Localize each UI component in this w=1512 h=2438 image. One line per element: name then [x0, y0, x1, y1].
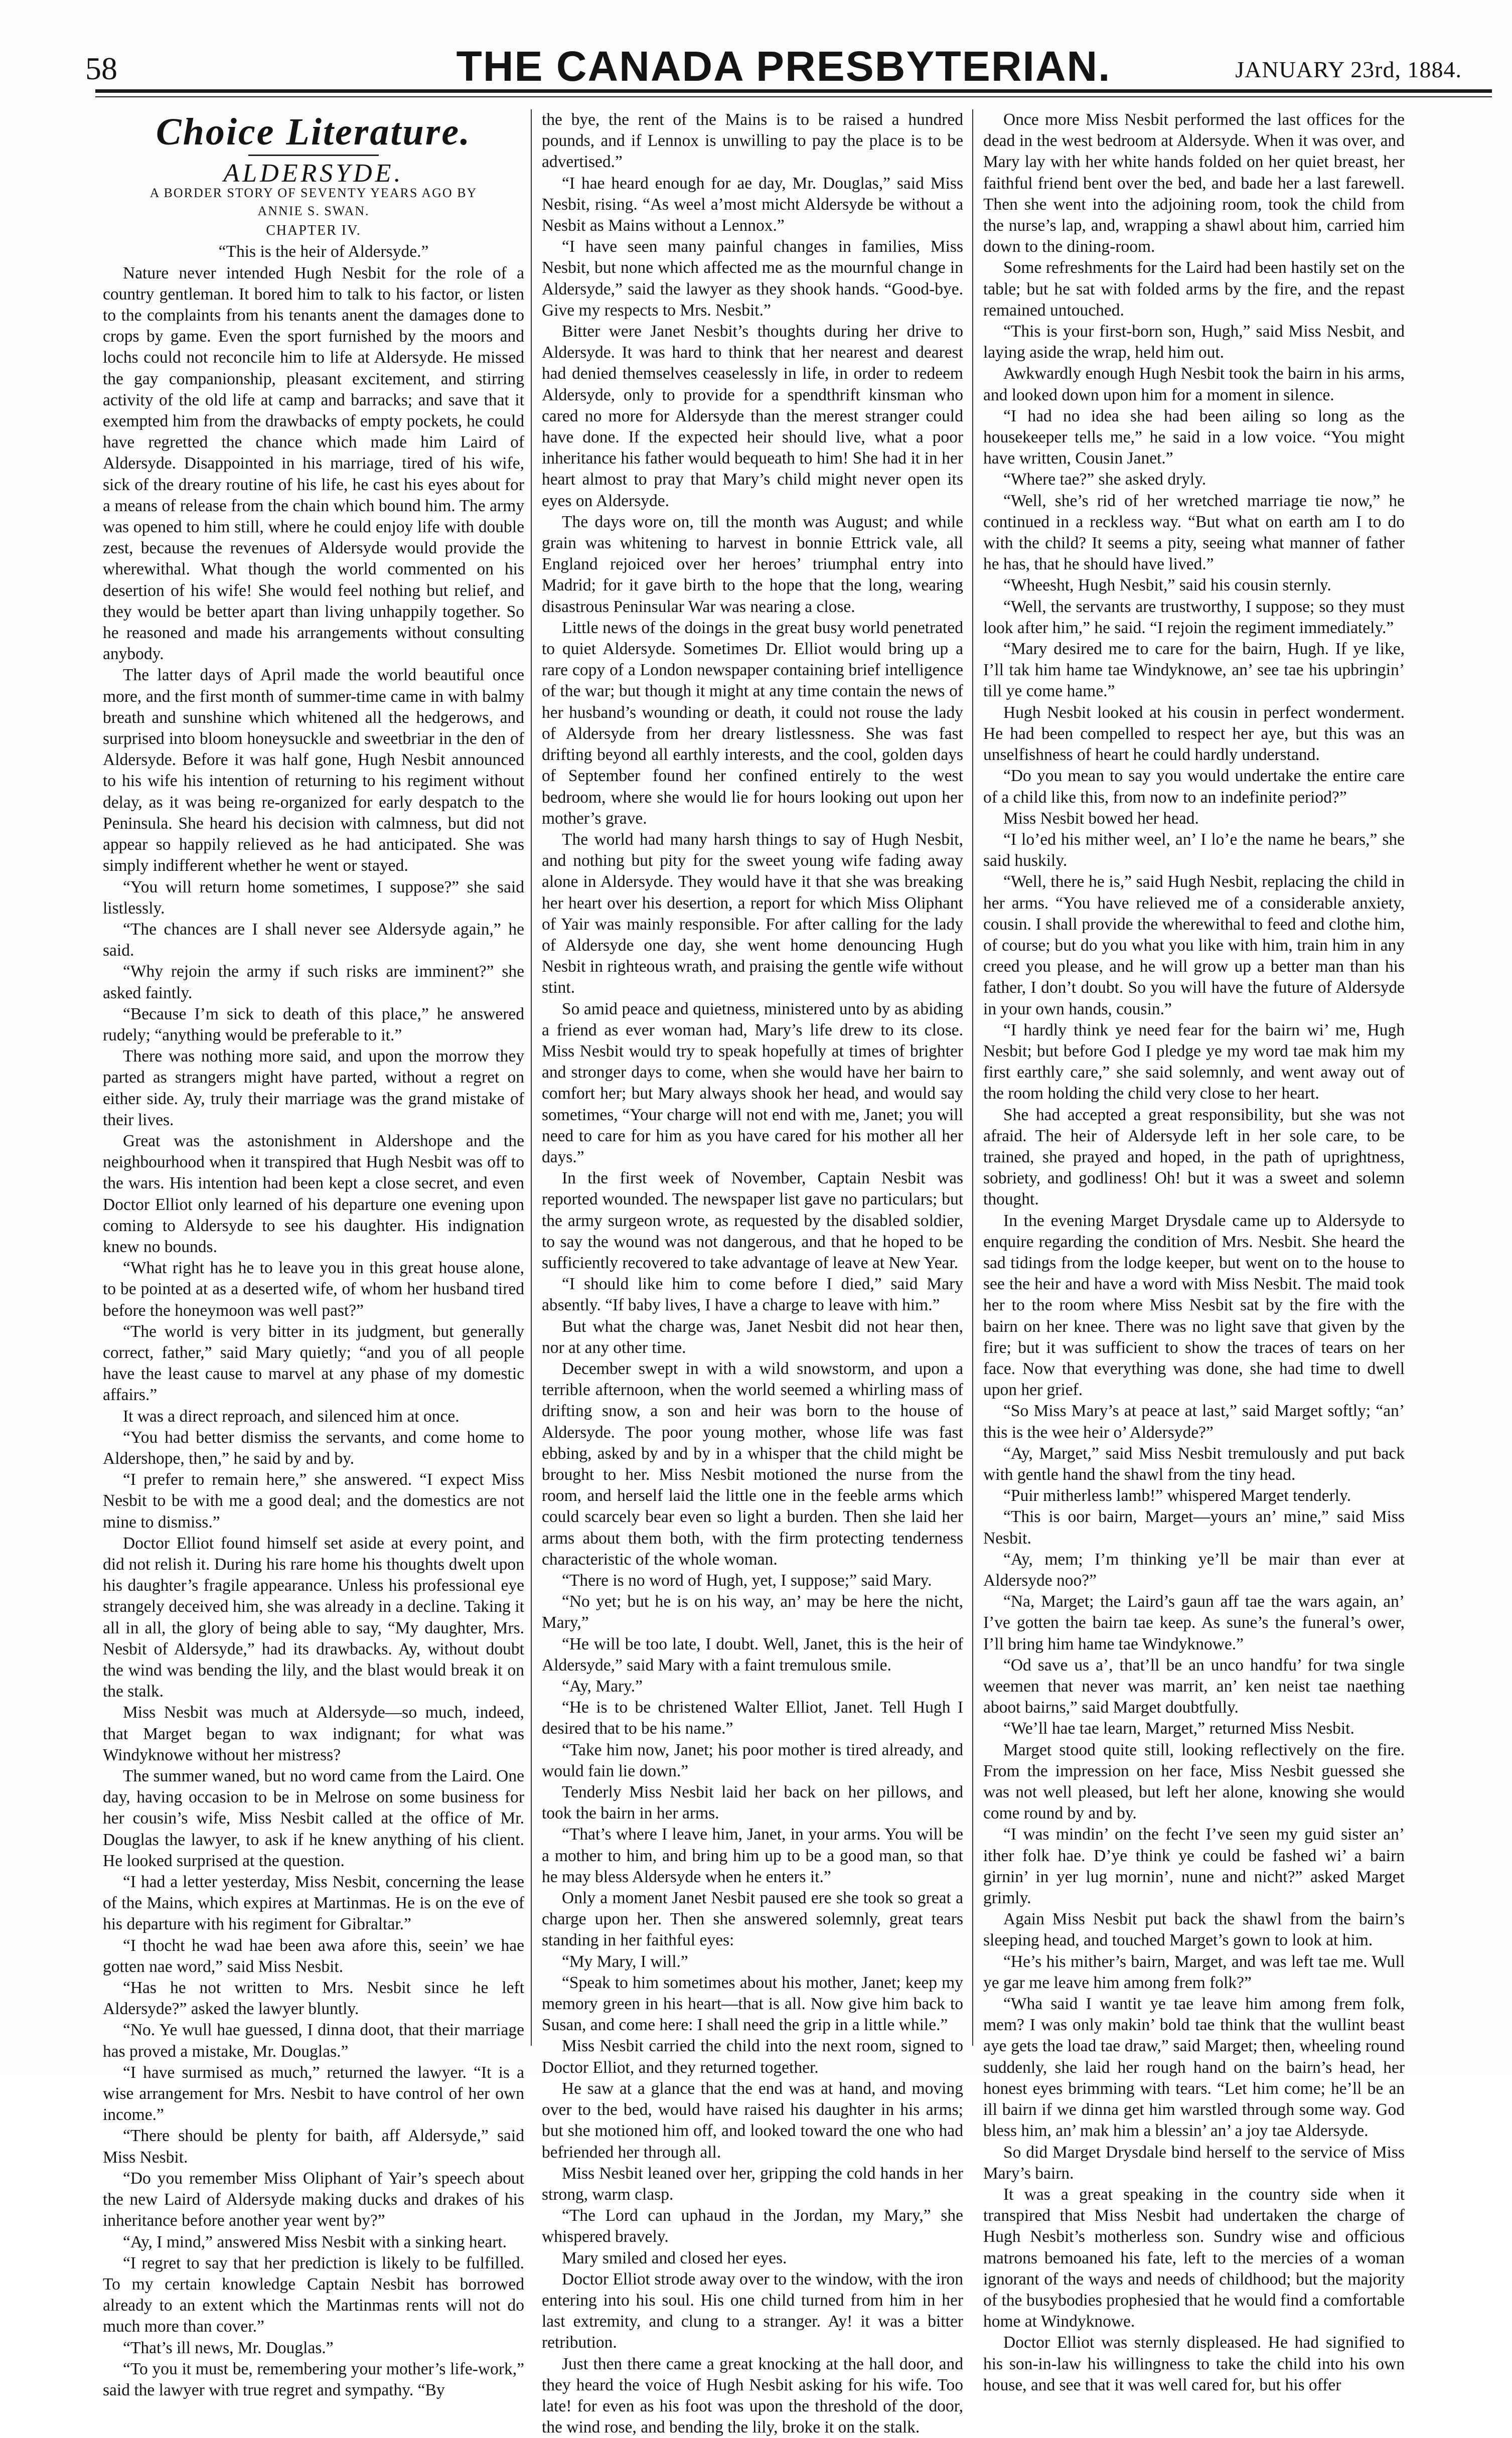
paragraph: “He will be too late, I doubt. Well, Janet, this is the heir of Aldersyde,” said Mary with a faint tremulous smile. — [542, 1634, 963, 1674]
column-1-text — [103, 241, 524, 2401]
paragraph: “Where tae?” she asked dryly. — [1003, 470, 1206, 489]
paragraph: “That’s where I leave him, Janet, in your arms. You will be a mother to him, and bring him up to be a good man, so that he may bless Aldersyde when he enters it.” — [542, 1825, 963, 1886]
header-rule-thin — [95, 96, 1492, 97]
column-3 — [983, 109, 1405, 2394]
paragraph: “My Mary, I will.” — [562, 1952, 688, 1971]
paragraph: “This is oor bairn, Marget—yours an’ mine,” said Miss Nesbit. — [983, 1507, 1405, 1548]
paragraph: Hugh Nesbit looked at his cousin in perfect wonderment. He had been compelled to respect her aye, but this was an unselfishness of heart he could hardly understand. — [983, 703, 1405, 765]
column-2 — [542, 109, 963, 2437]
chapter-heading: CHAPTER IV. — [266, 223, 361, 239]
paragraph: “Wheesht, Hugh Nesbit,” said his cousin sternly. — [1003, 576, 1331, 595]
paragraph: Again Miss Nesbit put back the shawl from the bairn’s sleeping head, and touched Marget’s gown to look at him. — [983, 1910, 1405, 1950]
paragraph: “I thocht he wad hae been awa afore this, seein’ we hae gotten nae word,” said Miss Nesbit. — [103, 1936, 524, 1976]
paragraph: Bitter were Janet Nesbit’s thoughts during her drive to Aldersyde. It was hard to think that her nearest and dearest had denied themselves ceaselessly in life, in order to redeem Aldersyde, only to provide for a spendthrift kinsman who cared no more for Aldersyde than the merest stranger could have done. If the expected heir should live, what a poor inheritance his father would bequeath to him! She had it in her heart almost to pray that Mary’s child might never open its eyes on Aldersyde. — [542, 322, 963, 510]
paragraph: “Mary desired me to care for the bairn, Hugh. If ye like, I’ll tak him hame tae Windyknowe, an’ see tae his upbringin’ till ye come hame.” — [983, 640, 1405, 701]
paragraph: In the evening Marget Drysdale came up to Aldersyde to enquire regarding the condition of Mrs. Nesbit. She heard the sad tidings from the lodge keeper, but went on to the house to see the heir and have a word with Miss Nesbit. The maid took her to the room where Miss Nesbit sat by the fire with the bairn on her knee. There was no light save that given by the fire; but it was sufficient to show the traces of tears on her face. Now that everything was done, she had time to dwell upon her grief. — [983, 1211, 1405, 1400]
paragraph: the bye, the rent of the Mains is to be raised a hundred pounds, and if Lennox is unwilling to pay the place is to be advertised.” — [542, 110, 963, 172]
page-header — [85, 39, 1482, 94]
paragraph: “Na, Marget; the Laird’s gaun aff tae the wars again, an’ I’ve gotten the bairn tae keep. As sune’s the funeral’s ower, I’ll bring him hame tae Windyknowe.” — [983, 1592, 1405, 1653]
paragraph: “I have surmised as much,” returned the lawyer. “It is a wise arrangement for Mrs. Nesbit to have control of her own income.” — [103, 2063, 524, 2124]
paragraph: Miss Nesbit was much at Aldersyde—so much, indeed, that Marget began to wax indignant; for what was Windyknowe without her mistress? — [103, 1703, 524, 1764]
paragraph: “What right has he to leave you in this great house alone, to be pointed at as a deserted wife, of whom her husband tired before the honeymoon was well past?” — [103, 1259, 524, 1320]
paragraph: “I had no idea she had been ailing so long as the housekeeper tells me,” he said in a low voice. “You might have written, Cousin Janet.” — [983, 406, 1405, 468]
paragraph: “Because I’m sick to death of this place,” he answered rudely; “anything would be preferable to it.” — [103, 1004, 524, 1044]
paragraph: Only a moment Janet Nesbit paused ere she took so great a charge upon her. Then she answered solemnly, great tears standing in her faithful eyes: — [542, 1889, 963, 1950]
header-rule-thick — [95, 89, 1492, 93]
paragraph: So amid peace and quietness, ministered unto by as abiding a friend as ever woman had, Mary’s life drew to its close. Miss Nesbit would try to speak hopefully at times of brighter and stronger days to come, when she would have her bairn to comfort her; but Mary always shook her head, and would say sometimes, “Your charge will not end with me, Janet; you will need to care for him as you have cared for his mother all her days.” — [542, 999, 963, 1166]
paragraph: “Well, the servants are trustworthy, I suppose; so they must look after him,” he said. “I rejoin the regiment immediately.” — [983, 597, 1405, 637]
paragraph: There was nothing more said, and upon the morrow they parted as strangers might have parted, without a regret on either side. Ay, truly their marriage was the grand mistake of their lives. — [103, 1047, 524, 1129]
paragraph: “To you it must be, remembering your mother’s life-work,” said the lawyer with true regret and sympathy. “By — [103, 2359, 524, 2399]
paragraph: “Ay, Marget,” said Miss Nesbit tremulously and put back with gentle hand the shawl from the tiny head. — [983, 1444, 1405, 1484]
column-divider — [531, 109, 532, 2046]
paragraph: “I was mindin’ on the fecht I’ve seen my guid sister an’ ither folk hae. D’ye think ye could be fashed wi’ a bairn girnin’ in yer lug mornin’, nune and nicht?” asked Marget grimly. — [983, 1825, 1405, 1908]
story-title: ALDERSYDE. — [223, 159, 404, 188]
story-author: ANNIE S. SWAN. — [257, 204, 370, 219]
paragraph: “Od save us a’, that’ll be an unco handfu’ for twa single weemen that never was marrit, an’ ken neist tae naething aboot bairns,” said Marget doubtfully. — [983, 1655, 1405, 1717]
paragraph: Some refreshments for the Laird had been hastily set on the table; but he sat with folded arms by the fire, and the repast remained untouched. — [983, 258, 1405, 320]
paragraph: “No. Ye wull hae guessed, I dinna doot, that their marriage has proved a mistake, Mr. Douglas.” — [103, 2021, 524, 2061]
paragraph: Great was the astonishment in Aldershope and the neighbourhood when it transpired that Hugh Nesbit was off to the wars. His intention had been kept a close secret, and even Doctor Elliot only learned of his departure one evening upon coming to Aldersyde to see his daughter. His indignation knew no bounds. — [103, 1131, 524, 1256]
paragraph: “You had better dismiss the servants, and come home to Aldershope, then,” he said by and by. — [103, 1428, 524, 1468]
paragraph: “Puir mitherless lamb!” whispered Marget tenderly. — [1003, 1486, 1351, 1505]
paragraph: “This is the heir of Aldersyde.” — [218, 242, 429, 261]
paragraph: In the first week of November, Captain Nesbit was reported wounded. The newspaper list gave no particulars; but the army surgeon wrote, as requested by the disabled soldier, to say the wound was not dangerous, and that he hoped to be sufficiently recovered to take advantage of leave at New Year. — [542, 1169, 963, 1272]
paragraph: “Ay, Mary.” — [562, 1677, 643, 1696]
paragraph: But what the charge was, Janet Nesbit did not hear then, nor at any other time. — [542, 1317, 963, 1357]
paragraph: “Why rejoin the army if such risks are imminent?” she asked faintly. — [103, 962, 524, 1002]
paragraph: Doctor Elliot strode away over to the window, with the iron entering into his soul. His one child turned from him in her last extremity, and clung to a stranger. Ay! it was a bitter retribution. — [542, 2269, 963, 2352]
paragraph: “Well, she’s rid of her wretched marriage tie now,” he continued in a reckless way. “But what on earth am I to do with the child? It seems a pity, seeing what manner of father he has, that he should have lived.” — [983, 491, 1405, 574]
paragraph: The world had many harsh things to say of Hugh Nesbit, and nothing but pity for the sweet young wife fading away alone in Aldersyde. They would have it that she was breaking her heart over his desertion, a report for which Miss Oliphant of Yair was mainly responsible. For after calling for the lady of Aldersyde one day, she went home denouncing Hugh Nesbit in righteous wrath, and praising the gentle wife without stint. — [542, 830, 963, 997]
column-1 — [103, 109, 524, 2399]
masthead: THE CANADA PRESBYTERIAN. — [456, 43, 1111, 90]
paragraph: He saw at a glance that the end was at hand, and moving over to the bed, would have raised his daughter in his arms; but she motioned him off, and looked toward the one who had befriended her through all. — [542, 2079, 963, 2162]
paragraph: “Ay, mem; I’m thinking ye’ll be mair than ever at Aldersyde noo?” — [983, 1550, 1405, 1590]
paragraph: “I have seen many painful changes in families, Miss Nesbit, but none which affected me as the mournful change in Aldersyde,” said the lawyer as they shook hands. “Good-bye. Give my respects to Mrs. Nesbit.” — [542, 237, 963, 320]
paragraph: Miss Nesbit carried the child into the next room, signed to Doctor Elliot, and they returned together. — [542, 2037, 963, 2077]
paragraph: Tenderly Miss Nesbit laid her back on her pillows, and took the bairn in her arms. — [542, 1783, 963, 1823]
paragraph: “I lo’ed his mither weel, an’ I lo’e the name he bears,” she said huskily. — [983, 830, 1405, 870]
paragraph: “So Miss Mary’s at peace at last,” said Marget softly; “an’ this is the wee heir o’ Aldersyde?” — [983, 1402, 1405, 1442]
column-3-text — [983, 109, 1405, 2396]
paragraph: The latter days of April made the world beautiful once more, and the first month of summer-time came in with balmy breath and sunshine which whitened all the hedgerows, and surprised into bloom honeysuckle and sweetbriar in the den of Aldersyde. Before it was half gone, Hugh Nesbit announced to his wife his intention of returning to his regiment without delay, as it was being re-organized for early despatch to the Peninsula. She heard his decision with calmness, but did not appear so happily relieved as he had anticipated. She was simply indifferent whether he went or stayed. — [103, 666, 524, 875]
paragraph: “Take him now, Janet; his poor mother is tired already, and would fain lie down.” — [542, 1740, 963, 1780]
paragraph: Miss Nesbit bowed her head. — [1003, 809, 1199, 828]
paragraph: Just then there came a great knocking at the hall door, and they heard the voice of Hugh Nesbit asking for his wife. Too late! for even as his foot was upon the threshold of the door, the wind rose, and bending the lily, broke it on the stalk. — [542, 2354, 963, 2437]
paragraph: It was a direct reproach, and silenced him at once. — [123, 1407, 460, 1426]
paragraph: Mary smiled and closed her eyes. — [562, 2248, 787, 2267]
paragraph: So did Marget Drysdale bind herself to the service of Miss Mary’s bairn. — [983, 2143, 1405, 2183]
section-heading: Choice Literature. — [156, 111, 472, 153]
column-2-text — [542, 109, 963, 2438]
paragraph: “He is to be christened Walter Elliot, Janet. Tell Hugh I desired that to be his name.” — [542, 1698, 963, 1738]
paragraph: “I had a letter yesterday, Miss Nesbit, concerning the lease of the Mains, which expires at Martinmas. He is on the eve of his departure with his regiment for Gibraltar.” — [103, 1873, 524, 1934]
paragraph: Marget stood quite still, looking reflectively on the fire. From the impression on her face, Miss Nesbit guessed she was not well pleased, but left her alone, knowing she would come round by and by. — [983, 1740, 1405, 1823]
paragraph: “There is no word of Hugh, yet, I suppose;” said Mary. — [562, 1571, 932, 1590]
paragraph: It was a great speaking in the country side when it transpired that Miss Nesbit had undertaken the charge of Hugh Nesbit’s motherless son. Sundry wise and officious matrons bemoaned his fate, left to the mercies of a woman ignorant of the ways and needs of childhood; but the majority of the busybodies prophesied that he would find a comfortable home at Windyknowe. — [983, 2185, 1405, 2331]
paragraph: “The chances are I shall never see Aldersyde again,” he said. — [103, 920, 524, 960]
paragraph: Awkwardly enough Hugh Nesbit took the bairn in his arms, and looked down upon him for a moment in silence. — [983, 364, 1405, 404]
paragraph: “No yet; but he is on his way, an’ may be here the nicht, Mary,” — [542, 1592, 963, 1632]
paragraph: Nature never intended Hugh Nesbit for the role of a country gentleman. It bored him to talk to his factor, or listen to the complaints from his tenants anent the damages done to crops by game. Even the sport furnished by the moors and lochs could not reconcile him to life at Aldersyde. He missed the gay companionship, pleasant excitement, and stirring activity of the old life at camp and barracks; and save that it exempted him from the drawbacks of empty pockets, he could have regretted the chance which made him Laird of Aldersyde. Disappointed in his marriage, tired of his wife, sick of the dreary routine of his life, he cast his eyes about for a means of release from the chain which bound him. The army was opened to him still, where he could enjoy life with double zest, because the revenues of Aldersyde would provide the wherewithal. What though the world commented on his desertion of his wife! She would feel nothing but relief, and they would be better apart than living unhappily together. So he reasoned and made his arrangements without consulting anybody. — [103, 263, 524, 664]
paragraph: “The world is very bitter in its judgment, but generally correct, father,” said Mary quietly; “and you of all people have the least cause to marvel at any phase of my domestic affairs.” — [103, 1322, 524, 1405]
column-divider — [972, 109, 973, 2046]
section-rule — [248, 155, 379, 156]
paragraph: “I should like him to come before I died,” said Mary absently. “If baby lives, I have a charge to leave with him.” — [542, 1275, 963, 1315]
paragraph: “Wha said I wantit ye tae leave him among frem folk, mem? I was only makin’ bold tae think that the wullint beast aye gets the load tae draw,” said Marget; then, wheeling round suddenly, she laid her rough hand on the bairn’s head, her honest eyes brimming with tears. “Let him come; he’ll be an ill bairn if we dinna get him warstled through some way. God bless him, an’ mak him a blessin’ an’ a joy tae Aldersyde. — [983, 1995, 1405, 2141]
paragraph: “I regret to say that her prediction is likely to be fulfilled. To my certain knowledge Captain Nesbit has borrowed already to an extent which the Martinmas rents will not do much more than cover.” — [103, 2253, 524, 2336]
paragraph: “He’s his mither’s bairn, Marget, and was left tae me. Wull ye gar me leave him among frem folk?” — [983, 1952, 1405, 1992]
paragraph: “I hardly think ye need fear for the bairn wi’ me, Hugh Nesbit; but before God I pledge ye my word tae mak him my first earthly care,” she said solemnly, and went away out of the room holding the child very close to her heart. — [983, 1020, 1405, 1103]
paragraph: “You will return home sometimes, I suppose?” she said listlessly. — [103, 877, 524, 918]
story-byline: A BORDER STORY OF SEVENTY YEARS AGO BY — [149, 186, 478, 201]
paragraph: “There should be plenty for baith, aff Aldersyde,” said Miss Nesbit. — [103, 2126, 524, 2167]
issue-date: JANUARY 23rd, 1884. — [1235, 57, 1462, 82]
paragraph: December swept in with a wild snowstorm, and upon a terrible afternoon, when the world seemed a whirling mass of drifting snow, a son and heir was born to the house of Aldersyde. The poor young mother, whose life was fast ebbing, asked by and by in a whisper that the child might be brought to her. Miss Nesbit motioned the nurse from the room, and herself laid the little one in the feeble arms which could scarcely bear even so light a burden. Then she laid her arms about them both, with the firm protecting tenderness characteristic of the whole woman. — [542, 1359, 963, 1569]
paragraph: She had accepted a great responsibility, but she was not afraid. The heir of Aldersyde left in her sole care, to be trained, she prayed and hoped, in the path of uprightness, sobriety, and godliness! Oh! but it was a sweet and solemn thought. — [983, 1105, 1405, 1209]
paragraph: “Do you remember Miss Oliphant of Yair’s speech about the new Laird of Aldersyde making ducks and drakes of his inheritance before another year went by?” — [103, 2169, 524, 2230]
paragraph: Doctor Elliot was sternly displeased. He had signified to his son-in-law his willingness to take the child into his own house, and see that it was well cared for, but his offer — [983, 2333, 1405, 2394]
page-number: 58 — [85, 51, 117, 86]
paragraph: “Ay, I mind,” answered Miss Nesbit with a sinking heart. — [123, 2232, 507, 2251]
paragraph: “Do you mean to say you would undertake the entire care of a child like this, from now to an indefinite period?” — [983, 767, 1405, 807]
paragraph: “The Lord can uphaud in the Jordan, my Mary,” she whispered bravely. — [542, 2206, 963, 2246]
paragraph: Doctor Elliot found himself set aside at every point, and did not relish it. During his rare home his thoughts dwelt upon his daughter’s fragile appearance. Unless his professional eye strangely deceived him, she was already in a decline. Taking it all in all, the glory of being able to say, “My daughter, Mrs. Nesbit of Aldersyde,” had its drawbacks. Ay, without doubt the wind was bending the lily, and the blast would break it on the stalk. — [103, 1534, 524, 1701]
paragraph: “I hae heard enough for ae day, Mr. Douglas,” said Miss Nesbit, rising. “As weel a’most micht Aldersyde be without a Nesbit as Mains without a Lennox.” — [542, 174, 963, 235]
paragraph: “Speak to him sometimes about his mother, Janet; keep my memory green in his heart—that is all. Now give him back to Susan, and come here: I shall need the grip in a little while.” — [542, 1973, 963, 2035]
paragraph: Little news of the doings in the great busy world penetrated to quiet Aldersyde. Sometimes Dr. Elliot would bring up a rare copy of a London newspaper containing brief intelligence of the war; but though it might at any time contain the news of her husband’s wounding or death, it could not rouse the lady of Aldersyde from her dreary listlessness. She was fast drifting beyond all earthly interests, and the cool, golden days of September found her confined entirely to the west bedroom, where she would lie for hours looking out upon her mother’s grave. — [542, 618, 963, 828]
paragraph: “I prefer to remain here,” she answered. “I expect Miss Nesbit to be with me a good deal; and the domestics are not mine to dismiss.” — [103, 1470, 524, 1532]
paragraph: “Well, there he is,” said Hugh Nesbit, replacing the child in her arms. “You have relieved me of a considerable anxiety, cousin. I shall provide the wherewithal to feed and clothe him, of course; but do you what you like with him, train him in any creed you please, and he will grow up a better man than his father, I don’t doubt. So you will have the future of Aldersyde in your own hands, cousin.” — [983, 872, 1405, 1018]
paragraph: “That’s ill news, Mr. Douglas.” — [123, 2338, 334, 2357]
paragraph: Once more Miss Nesbit performed the last offices for the dead in the west bedroom at Aldersyde. When it was over, and Mary lay with her white hands folded on her quiet breast, her faithful friend bent over the bed, and bade her a last farewell. Then she went into the adjoining room, took the child from the nurse’s lap, and, wrapping a shawl about him, carried him down to the dining-room. — [983, 110, 1405, 256]
paragraph: The summer waned, but no word came from the Laird. One day, having occasion to be in Melrose on some business for her cousin’s wife, Miss Nesbit called at the office of Mr. Douglas the lawyer, to ask if he knew anything of his client. He looked surprised at the question. — [103, 1767, 524, 1870]
paragraph: “Has he not written to Mrs. Nesbit since he left Aldersyde?” asked the lawyer bluntly. — [103, 1978, 524, 2019]
paragraph: Miss Nesbit leaned over her, gripping the cold hands in her strong, warm clasp. — [542, 2164, 963, 2204]
paragraph: The days wore on, till the month was August; and while grain was whitening to harvest in bonnie Ettrick vale, all England rejoiced over her heroes’ triumphal entry into Madrid; for it gave birth to the hope that the long, wearing disastrous Peninsular War was nearing a close. — [542, 512, 963, 616]
paragraph: “We’ll hae tae learn, Marget,” returned Miss Nesbit. — [1003, 1719, 1354, 1738]
paragraph: “This is your first-born son, Hugh,” said Miss Nesbit, and laying aside the wrap, held him out. — [983, 322, 1405, 362]
